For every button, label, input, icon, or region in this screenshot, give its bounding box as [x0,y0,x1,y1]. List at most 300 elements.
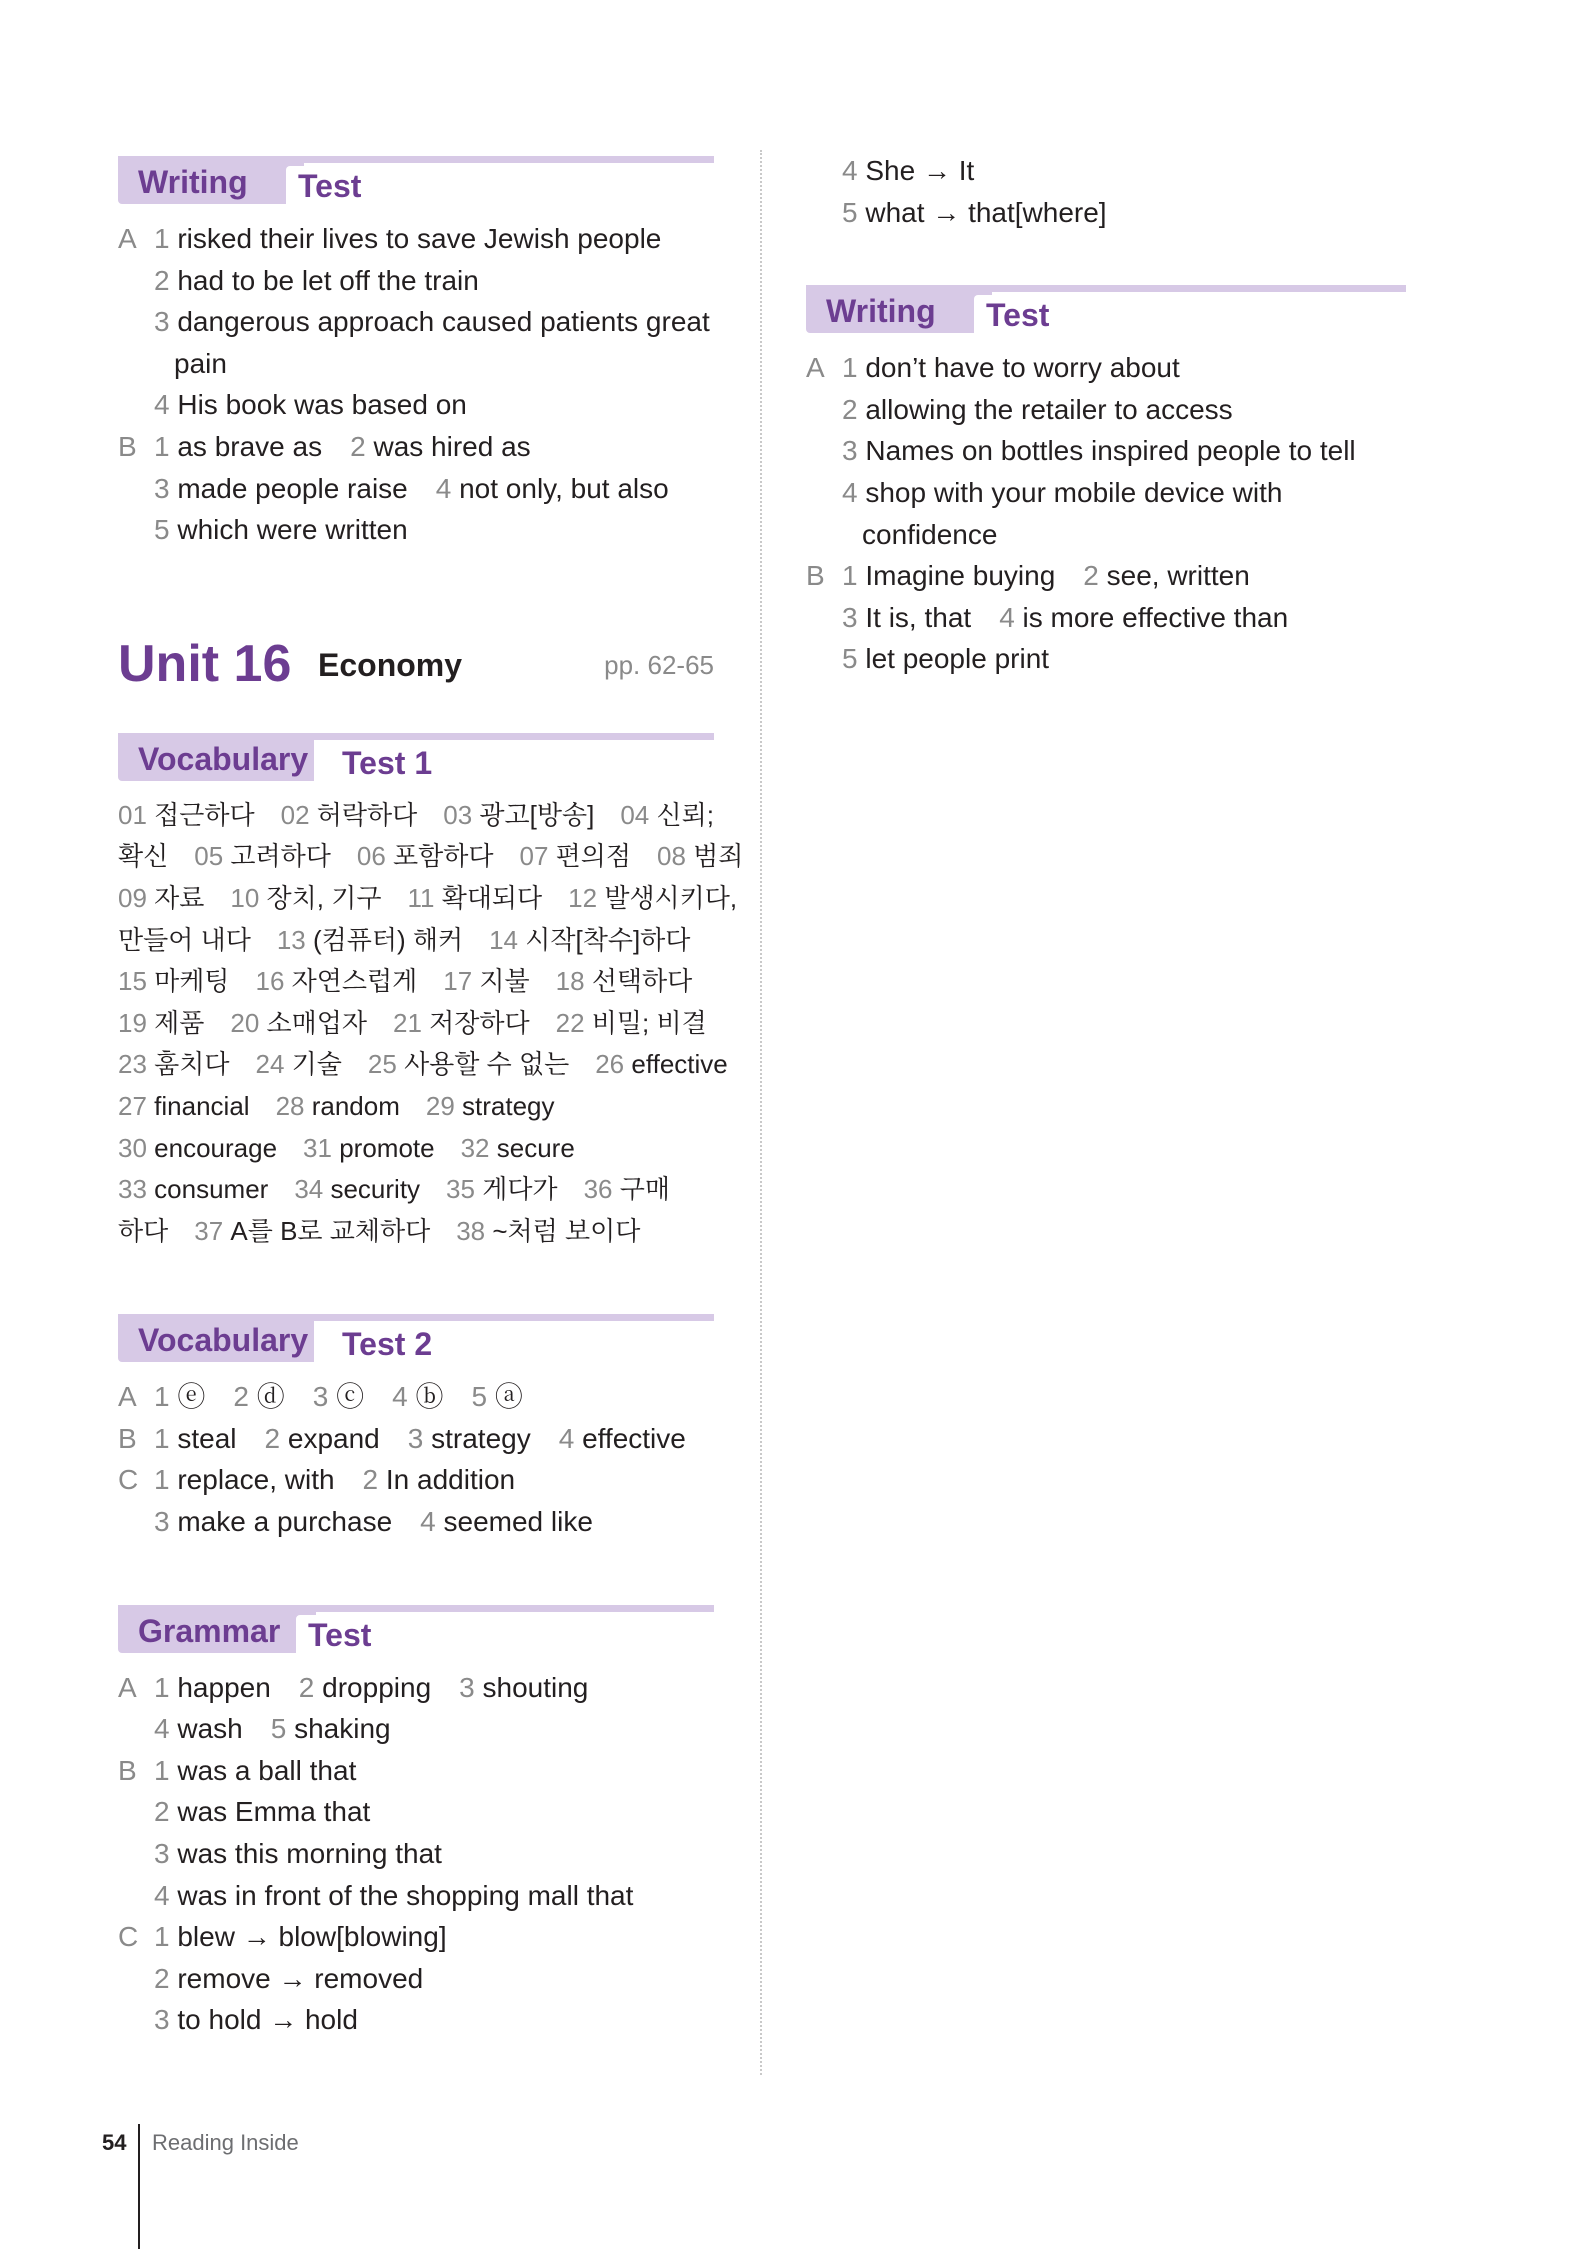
answer-text: not only, but also [459,472,669,504]
answer-text: happen [177,1671,271,1703]
answer-text: risked their lives to save Jewish people [177,223,662,254]
vocab-number: 12 [568,882,598,913]
vocab-item [118,925,251,955]
header-label: Test [296,1615,383,1655]
vocabulary-test-2-answers [118,1376,714,1542]
vocab-item [118,1091,250,1121]
answer-line [118,509,714,551]
answer-text: make a purchase [177,1506,393,1538]
vocab-answer: 발생시키다, [604,882,738,913]
answer-line [118,1376,714,1418]
vocab-number: 11 [407,882,435,913]
answer-line [118,1833,714,1875]
unit-pages: pp. 62-65 [604,649,714,680]
vocab-number: 26 [595,1049,625,1080]
vocab-answer: 확신 [118,841,169,872]
answer-text: allowing the retailer to access [865,393,1233,425]
answer-text: wash [177,1713,243,1745]
answer-text: strategy [431,1422,531,1454]
vocab-item [357,841,494,871]
answer-text: ⓐ [494,1381,523,1413]
vocab-number: 27 [118,1090,147,1121]
answer-content [154,1921,447,1952]
answer-text: steal [177,1422,237,1454]
answer-line [118,1418,714,1460]
vocab-item [303,1133,435,1163]
answer-content [842,197,1107,228]
vocab-number: 28 [275,1090,305,1121]
answer-content [154,265,479,296]
vocab-number: 34 [294,1174,324,1205]
answer-number: 3 [154,472,170,504]
vocab-item [568,883,737,913]
vocab-line [118,1003,714,1045]
vocab-item [276,1091,400,1121]
vocab-item [443,800,594,830]
vocab-item [519,841,631,871]
answer-number: 3 [154,1838,170,1870]
answer-text: expand [287,1422,380,1454]
answer-content [154,1464,515,1495]
vocab-line [118,836,744,878]
answer-content [842,435,1356,466]
vocab-item [118,966,230,996]
vocab-answer: 시작[착수]하다 [525,924,691,955]
answer-content [154,1755,356,1786]
answer-line [806,430,1406,472]
vocab-answer: 자연스럽게 [291,966,418,997]
vocabulary-test-1-answers [118,795,744,1253]
answer-text: ⓑ [415,1381,444,1413]
vocab-number: 32 [460,1132,490,1163]
unit-title: Unit 16 [118,634,292,693]
answer-line [118,1958,714,2000]
vocab-item [256,966,418,996]
page-number: 54 [102,2130,127,2155]
answer-text: effective [582,1422,686,1454]
vocab-item [294,1174,420,1204]
vocab-answer: ~처럼 보이다 [492,1215,641,1246]
header-label: Test [974,295,1061,335]
vocab-line [118,1211,714,1253]
answer-line [118,426,714,468]
answer-number: 5 [471,1381,488,1413]
vocab-item [118,1133,277,1163]
vocab-answer: strategy [462,1090,555,1121]
answer-line [118,1667,714,1709]
answer-line [118,1501,714,1543]
answer-number: 1 [842,560,858,592]
vocab-number: 21 [393,1007,422,1038]
vocab-item [118,1216,168,1246]
answer-line [806,638,1406,680]
vocabulary-test-2-header [118,1308,714,1362]
header-tab: Grammar [118,1605,316,1653]
vocab-answer: 비밀; 비결 [591,1007,707,1038]
vocab-line [118,1086,714,1128]
answer-content [154,473,669,504]
answer-text: ⓔ [177,1381,206,1413]
answer-line [806,472,1406,514]
header-label: Test 2 [330,1324,444,1364]
header-tab: Writing [118,156,304,204]
vocab-item [461,1133,575,1163]
vocab-item [277,925,463,955]
answer-content [842,477,1282,508]
vocab-answer: 마케팅 [154,966,230,997]
answer-line [118,260,714,302]
section-letter: A [118,1671,137,1703]
header-label: Test 1 [330,743,444,783]
answer-number: 4 [842,476,858,508]
answer-number: 5 [270,1713,287,1745]
answer-text: She → It [865,155,975,186]
vocab-item [393,1008,530,1038]
column-divider [760,150,762,2075]
vocab-answer: 선택하다 [591,966,693,997]
vocab-answer: security [330,1174,421,1205]
answer-number: 2 [154,264,170,296]
vocab-item [446,1174,558,1204]
answer-number: 5 [842,196,858,228]
vocab-answer: 접근하다 [154,799,255,830]
vocab-number: 15 [118,966,147,997]
vocab-answer: 만들어 내다 [118,924,251,955]
answer-number: 1 [154,1381,170,1413]
answer-content [154,514,408,545]
vocab-item [281,800,418,830]
vocab-number: 18 [555,966,585,997]
vocab-answer: 저장하다 [429,1007,530,1038]
answer-number: 4 [420,1506,436,1538]
answer-number: 2 [154,1796,170,1828]
vocab-number: 03 [443,799,473,830]
vocab-number: 35 [446,1174,475,1205]
footer-rule [138,2124,140,2249]
grammar-test-header [118,1599,714,1653]
answer-line [806,514,1406,556]
vocab-item [230,1008,367,1038]
answer-content [154,1506,593,1537]
unit-topic: Economy [318,646,463,683]
vocab-item [489,925,690,955]
answer-text: see, written [1106,560,1250,592]
answer-line [118,343,714,385]
vocab-number: 14 [489,924,519,955]
answer-content [862,519,997,550]
vocab-number: 30 [118,1132,147,1163]
vocabulary-test-1-header [118,727,714,781]
vocab-number: 09 [118,882,147,913]
vocab-item [556,1008,707,1038]
vocab-number: 07 [519,841,549,872]
answer-text: was hired as [373,430,531,462]
vocab-item [118,883,204,913]
answer-number: 3 [842,601,858,633]
vocab-number: 33 [118,1174,147,1205]
answer-number: 3 [842,435,858,467]
vocab-number: 19 [118,1007,147,1038]
header-label: Test [286,166,373,206]
answer-number: 2 [298,1671,315,1703]
answer-text: dropping [322,1671,432,1703]
vocab-number: 04 [620,799,650,830]
answer-content [154,431,531,462]
section-letter: A [118,1381,137,1413]
vocab-answer: 사용할 수 없는 [404,1049,570,1080]
answer-text: blew → blow[blowing] [177,1921,447,1953]
answer-text: let people print [865,643,1050,675]
answer-number: 3 [154,1506,170,1538]
answer-number: 2 [842,393,858,425]
answer-text: replace, with [177,1464,335,1496]
answer-line [118,468,714,510]
vocab-number: 02 [280,799,310,830]
vocab-answer: effective [631,1049,728,1080]
vocab-item [456,1216,640,1246]
vocab-item [657,841,743,871]
answer-line [118,1750,714,1792]
vocab-answer: 소매업자 [266,1007,368,1038]
vocab-item [407,883,542,913]
vocab-line [118,1044,728,1086]
vocab-number: 06 [356,841,386,872]
vocab-number: 31 [303,1132,332,1163]
vocab-answer: 편의점 [555,841,631,872]
answer-line [806,150,1406,192]
answer-text: pain [174,347,227,379]
answer-line [118,218,714,260]
answer-text: confidence [862,518,998,550]
section-letter: A [806,352,825,384]
vocab-answer: 지불 [479,966,530,997]
vocab-answer: (컴퓨터) 해커 [312,924,464,955]
answer-text: Names on bottles inspired people to tell [865,435,1356,467]
vocab-answer: 훔치다 [154,1049,230,1080]
grammar-test-answers [118,1667,714,2041]
answer-text: what → that[where] [865,196,1107,228]
vocab-answer: 하다 [118,1215,169,1246]
answer-line [806,389,1406,431]
vocab-number: 20 [230,1007,260,1038]
header-tab: Vocabulary [118,733,314,781]
right-column [806,150,1406,680]
answer-text: shouting [482,1671,589,1703]
vocab-number: 25 [367,1049,397,1080]
answer-number: 4 [435,472,452,504]
answer-number: 5 [842,643,858,675]
answer-content [154,1963,423,1994]
answer-content [154,1672,588,1703]
vocab-answer: financial [154,1090,250,1121]
header-tab: Vocabulary [118,1314,314,1362]
answer-number: 1 [154,1464,170,1496]
vocab-item [256,1049,342,1079]
vocab-line [118,961,714,1003]
vocab-item [118,800,255,830]
answer-content [154,1796,370,1827]
answer-content [154,1423,686,1454]
header-tab: Writing [806,285,992,333]
section-letter: C [118,1464,139,1496]
answer-line [806,347,1406,389]
vocab-item [230,883,381,913]
vocab-answer: A를 B로 교체하다 [230,1215,431,1246]
answer-text: shaking [294,1713,391,1745]
answer-content [154,1838,442,1869]
answer-content [842,352,1180,383]
answer-number: 4 [154,389,170,421]
vocab-number: 24 [255,1049,285,1080]
answer-line [118,1999,714,2041]
section-letter: B [118,430,137,462]
answer-number: 5 [154,514,170,546]
answer-number: 3 [154,306,170,338]
writing-test-answers [806,347,1406,680]
answer-content [154,223,661,254]
answer-text: seemed like [443,1506,593,1538]
writing-test-answers [118,218,714,551]
answer-number: 3 [312,1381,329,1413]
grammar-test-answers-continued [806,150,1406,233]
vocab-answer: 게다가 [482,1174,558,1205]
answer-text: was in front of the shopping mall that [177,1879,634,1911]
answer-content [842,155,974,186]
answer-content [154,389,467,420]
answer-text: which were written [177,514,408,546]
vocab-answer: 허락하다 [316,799,418,830]
answer-number: 4 [392,1381,408,1413]
answer-line [806,192,1406,234]
answer-number: 3 [154,2004,170,2036]
answer-number: 2 [362,1464,379,1496]
answer-text: In addition [385,1464,516,1496]
vocab-number: 23 [118,1049,147,1080]
vocab-answer: 자료 [154,882,205,913]
answer-text: was a ball that [177,1754,357,1786]
vocab-answer: 제품 [154,1007,205,1038]
answer-number: 4 [842,155,858,186]
answer-content [174,348,227,379]
answer-number: 4 [154,1713,170,1745]
vocab-answer: 포함하다 [393,841,494,872]
vocab-answer: 범죄 [693,841,744,872]
vocab-answer: 신뢰; [656,799,714,830]
answer-line [118,1916,714,1958]
vocab-item [595,1049,728,1079]
answer-number: 1 [154,430,170,462]
answer-text: don’t have to worry about [865,352,1180,384]
answer-number: 1 [154,1921,170,1953]
answer-text: His book was based on [177,389,467,421]
answer-content [842,602,1288,633]
vocab-number: 36 [583,1174,613,1205]
book-title: Reading Inside [152,2130,299,2155]
vocab-number: 01 [118,799,147,830]
vocab-number: 17 [443,966,473,997]
answer-number: 2 [233,1381,249,1413]
answer-number: 2 [350,430,366,462]
answer-number: 3 [459,1671,475,1703]
answer-content [842,394,1233,425]
answer-number: 1 [154,1422,170,1454]
vocab-item [368,1049,569,1079]
answer-content [154,1381,523,1412]
answer-text: as brave as [177,430,323,462]
unit-heading [118,629,714,699]
vocab-item [118,1008,204,1038]
vocab-answer: promote [339,1132,435,1163]
answer-content [154,306,710,337]
vocab-number: 13 [276,924,306,955]
vocab-item [118,1049,230,1079]
answer-number: 1 [154,1754,170,1786]
writing-test-header [806,279,1406,333]
vocab-number: 08 [657,841,686,872]
vocab-answer: 고려하다 [230,841,331,872]
vocab-item [118,841,168,871]
section-letter: A [118,223,137,254]
vocab-answer: 확대되다 [441,882,543,913]
answer-number: 4 [999,601,1015,633]
answer-text: ⓒ [336,1381,365,1413]
answer-content [842,643,1049,674]
answer-number: 4 [154,1879,170,1911]
answer-content [842,560,1250,591]
answer-line [118,1791,714,1833]
answer-line [806,555,1406,597]
answer-line [118,1875,714,1917]
vocab-item [443,966,529,996]
answer-text: Imagine buying [865,560,1056,592]
section-letter: C [118,1921,139,1953]
answer-line [118,1708,714,1750]
answer-text: It is, that [865,601,972,633]
vocab-line [118,878,738,920]
vocab-number: 10 [230,882,260,913]
left-column [118,150,744,2041]
answer-number: 1 [842,352,858,384]
vocab-item [118,1174,268,1204]
vocab-answer: encourage [154,1132,278,1163]
answer-text: was this morning that [177,1838,442,1870]
vocab-number: 22 [555,1007,585,1038]
answer-text: had to be let off the train [177,264,479,296]
vocab-number: 38 [456,1215,486,1246]
vocab-answer: 장치, 기구 [266,882,382,913]
answer-text: shop with your mobile device with [865,476,1283,508]
answer-text: remove → removed [177,1962,424,1994]
section-letter: B [118,1754,137,1786]
vocab-line [118,920,714,962]
vocab-line [118,1128,714,1170]
answer-content [154,2004,358,2035]
answer-text: made people raise [177,472,408,504]
section-letter: B [118,1422,137,1454]
vocab-answer: random [311,1090,400,1121]
answer-number: 2 [154,1962,170,1994]
vocab-item [194,1216,430,1246]
answer-text: is more effective than [1022,601,1289,633]
vocab-answer: 기술 [291,1049,342,1080]
answer-line [118,301,714,343]
answer-text: dangerous approach caused patients great [177,306,710,338]
answer-text: was Emma that [177,1796,371,1828]
vocab-item [194,841,331,871]
answer-number: 2 [1083,560,1099,592]
vocab-item [426,1091,555,1121]
vocab-number: 37 [194,1215,224,1246]
